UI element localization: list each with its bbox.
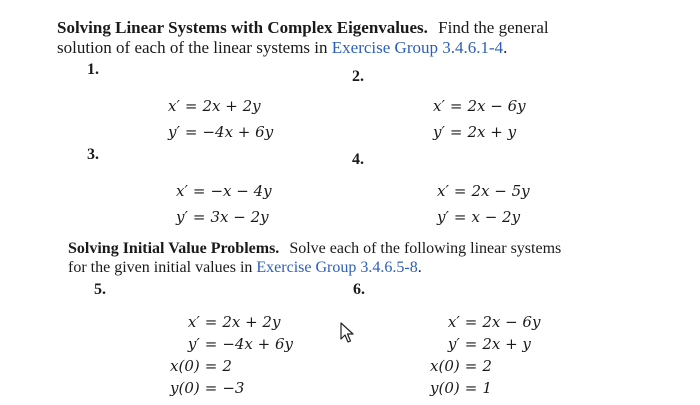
equals-sign: = bbox=[453, 182, 467, 200]
equation-rhs: −4x + 6y bbox=[222, 335, 294, 353]
exercise-group-link-2[interactable]: Exercise Group 3.4.6.5-8 bbox=[256, 259, 418, 276]
equals-sign: = bbox=[204, 357, 218, 375]
initial-value-lhs: y(0) bbox=[170, 379, 200, 397]
problem-number: 5. bbox=[94, 281, 106, 298]
equation-lhs: y′ bbox=[433, 123, 445, 141]
section1-text-b: solution of each of the linear systems in bbox=[57, 38, 328, 57]
ivp-system-6 bbox=[430, 311, 540, 399]
equation-rhs: 3x − 2y bbox=[210, 208, 269, 226]
equals-sign: = bbox=[453, 208, 467, 226]
equation-rhs: −4x + 6y bbox=[202, 123, 274, 141]
equation-lhs: x′ bbox=[437, 182, 449, 200]
equals-sign: = bbox=[464, 335, 478, 353]
equation-system-4 bbox=[437, 178, 530, 230]
equation-lhs: x′ bbox=[187, 313, 200, 331]
equals-sign: = bbox=[204, 379, 218, 397]
equation-system-2 bbox=[433, 93, 526, 145]
section2-text-a: Solve each of the following linear systems bbox=[289, 240, 562, 257]
equals-sign: = bbox=[204, 335, 218, 353]
equals-sign: = bbox=[449, 123, 463, 141]
equals-sign: = bbox=[464, 357, 478, 375]
equation-system-3 bbox=[176, 178, 272, 230]
exercise-group-link-1[interactable]: Exercise Group 3.4.6.1-4 bbox=[331, 38, 504, 57]
section2-paragraph bbox=[68, 239, 668, 277]
section2-heading: Solving Initial Value Problems. bbox=[68, 240, 280, 257]
problem-number: 6. bbox=[353, 281, 365, 298]
equation-lhs: x′ bbox=[433, 97, 445, 115]
initial-value-rhs: 2 bbox=[482, 357, 492, 375]
equals-sign: = bbox=[184, 97, 198, 115]
problem-number: 2. bbox=[352, 68, 364, 85]
initial-value-rhs: 1 bbox=[482, 379, 492, 397]
section2-text-b: for the given initial values in bbox=[68, 259, 253, 276]
mouse-pointer-icon bbox=[340, 322, 356, 344]
equation-lhs: x′ bbox=[176, 182, 188, 200]
equation-lhs: y′ bbox=[447, 335, 460, 353]
equals-sign: = bbox=[192, 182, 206, 200]
equals-sign: = bbox=[464, 313, 478, 331]
equation-lhs: y′ bbox=[187, 335, 200, 353]
equals-sign: = bbox=[204, 313, 218, 331]
section1-paragraph bbox=[57, 18, 667, 58]
section1-text-a: Find the general bbox=[438, 18, 549, 37]
equation-system-1 bbox=[168, 93, 273, 145]
problem-number: 1. bbox=[87, 61, 99, 78]
initial-value-lhs: x(0) bbox=[170, 357, 200, 375]
equation-rhs: 2x + y bbox=[482, 335, 531, 353]
equation-rhs: 2x − 6y bbox=[467, 97, 526, 115]
equation-lhs: y′ bbox=[437, 208, 449, 226]
equals-sign: = bbox=[184, 123, 198, 141]
problem-number: 4. bbox=[352, 151, 364, 168]
equation-rhs: 2x + 2y bbox=[202, 97, 261, 115]
equation-rhs: −x − 4y bbox=[210, 182, 272, 200]
equation-rhs: 2x − 6y bbox=[482, 313, 541, 331]
ivp-system-5 bbox=[170, 311, 293, 399]
equation-lhs: y′ bbox=[168, 123, 180, 141]
equation-rhs: x − 2y bbox=[471, 208, 521, 226]
initial-value-lhs: y(0) bbox=[430, 379, 460, 397]
equation-rhs: 2x + 2y bbox=[222, 313, 281, 331]
equation-lhs: x′ bbox=[168, 97, 180, 115]
equals-sign: = bbox=[464, 379, 478, 397]
equation-lhs: x′ bbox=[447, 313, 460, 331]
equation-rhs: 2x + y bbox=[467, 123, 517, 141]
initial-value-lhs: x(0) bbox=[430, 357, 460, 375]
problem-number: 3. bbox=[87, 146, 99, 163]
equals-sign: = bbox=[192, 208, 206, 226]
equals-sign: = bbox=[449, 97, 463, 115]
equation-rhs: 2x − 5y bbox=[471, 182, 530, 200]
section1-heading: Solving Linear Systems with Complex Eigenvalues. bbox=[57, 18, 428, 37]
section1-period: . bbox=[503, 38, 508, 57]
initial-value-rhs: 2 bbox=[222, 357, 232, 375]
initial-value-rhs: −3 bbox=[222, 379, 245, 397]
section2-period: . bbox=[417, 259, 422, 276]
equation-lhs: y′ bbox=[176, 208, 188, 226]
